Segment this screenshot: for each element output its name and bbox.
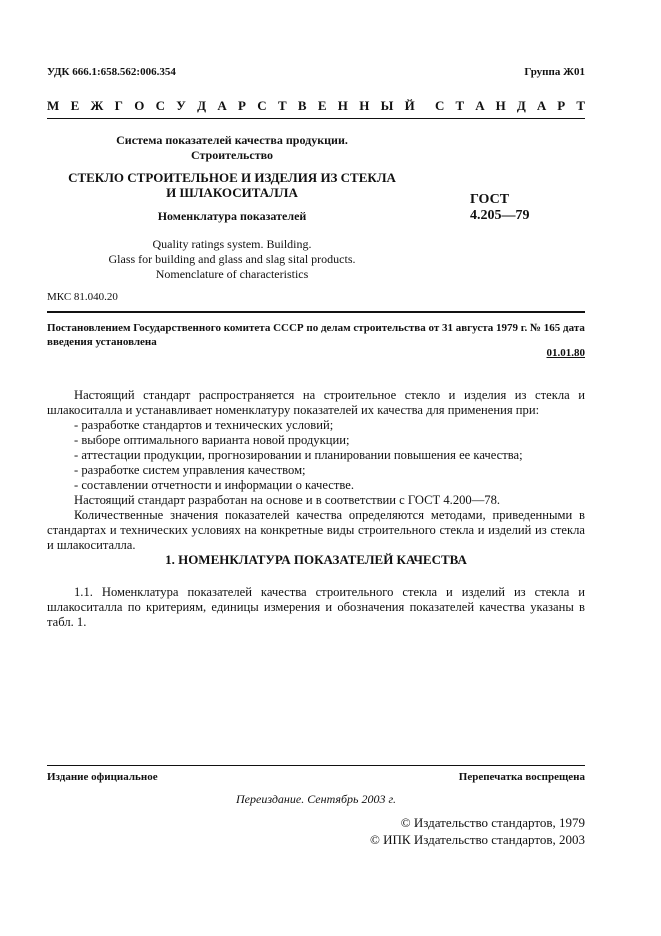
banner-letter: Р <box>557 98 566 113</box>
section-body <box>47 585 585 630</box>
main-title <box>47 170 417 200</box>
banner-letter: Е <box>317 98 327 113</box>
official-edition: Издание официальное <box>47 771 158 783</box>
system-title-line2: Строительство <box>190 148 274 162</box>
decree-text <box>47 321 585 349</box>
banner-letter: Д <box>516 98 526 113</box>
banner-letter: С <box>155 98 166 113</box>
gost-designation <box>470 192 530 224</box>
list-item: - выборе оптимального варианта новой продукции; <box>74 433 350 447</box>
copyright-line1: © Издательство стандартов, 1979 <box>400 815 585 830</box>
system-title-line1: Система показателей качества продукции. <box>116 133 348 147</box>
banner-letter: Й <box>404 98 415 113</box>
banner-letter: Ы <box>380 98 394 113</box>
mks-code: МКС 81.040.20 <box>47 291 118 303</box>
basis-paragraph: Настоящий стандарт разработан на основе и в соответствии с ГОСТ 4.200—78. <box>74 493 501 507</box>
group-code: Группа Ж01 <box>524 66 585 78</box>
list-item: - разработке систем управления качеством; <box>74 463 306 477</box>
banner-letter: Н <box>359 98 370 113</box>
list-item: - аттестации продукции, прогнозировании и планировании повышения ее качества; <box>74 448 523 462</box>
banner-letter: Ж <box>90 98 104 113</box>
intro-paragraph: Настоящий стандарт распространяется на строительное стекло и изделия из стекла и шлакоситалла и устанавливает номенклатуру показателей их качества для применения при: <box>47 388 585 417</box>
header-rule <box>47 118 585 119</box>
banner-letter: О <box>134 98 145 113</box>
banner-letter: Т <box>576 98 585 113</box>
english-title <box>47 237 417 282</box>
banner-letter: Н <box>495 98 506 113</box>
subtitle: Номенклатура показателей <box>157 209 307 223</box>
introduction-date: 01.01.80 <box>546 347 585 359</box>
banner-word-interstate <box>47 98 415 114</box>
banner-letter: С <box>257 98 267 113</box>
system-title <box>47 133 417 163</box>
copyright-block <box>285 814 585 848</box>
banner-letter: М <box>47 98 60 113</box>
gost-label: ГОСТ <box>470 192 510 207</box>
copyright-line2: © ИПК Издательство стандартов, 2003 <box>370 832 585 847</box>
title-rule <box>47 311 585 313</box>
banner-word-standard <box>435 98 585 114</box>
banner-letter: В <box>297 98 307 113</box>
list-item: - разработке стандартов и технических условий; <box>74 418 334 432</box>
banner-letter: А <box>217 98 227 113</box>
reissue-note: Переиздание. Сентябрь 2003 г. <box>236 792 396 806</box>
section-paragraph: 1.1. Номенклатура показателей качества строительного стекла и изделий из стекла и шлакоситалла по критериям, единицы измерения и обозначения показателей качества указаны в табл. 1. <box>47 585 585 629</box>
english-title-line3: Nomenclature of characteristics <box>155 267 309 281</box>
banner-letter: Т <box>455 98 465 113</box>
body-text <box>47 388 585 553</box>
banner-letter: Е <box>70 98 80 113</box>
decree-line1: Постановлением Государственного комитета СССР по делам строительства от 31 августа 1979 г. № 165 дата <box>47 322 585 334</box>
gost-number: 4.205—79 <box>470 208 530 223</box>
banner-letter: Т <box>277 98 287 113</box>
banner-letter: А <box>536 98 547 113</box>
udk-code: УДК 666.1:658.562:006.354 <box>47 66 176 78</box>
english-title-line2: Glass for building and glass and slag sital products. <box>108 252 356 266</box>
banner-letter: С <box>435 98 445 113</box>
decree-line2: введения установлена <box>47 336 157 348</box>
banner-letter: Д <box>197 98 207 113</box>
standard-banner <box>47 98 585 114</box>
english-title-line1: Quality ratings system. Building. <box>152 237 312 251</box>
banner-letter: У <box>176 98 186 113</box>
reprint-notice: Перепечатка воспрещена <box>458 771 585 783</box>
banner-letter: А <box>475 98 485 113</box>
banner-letter: Н <box>337 98 348 113</box>
section-heading: 1. НОМЕНКЛАТУРА ПОКАЗАТЕЛЕЙ КАЧЕСТВА <box>165 552 467 567</box>
main-title-line2: И ШЛАКОСИТАЛЛА <box>166 185 298 200</box>
main-title-line1: СТЕКЛО СТРОИТЕЛЬНОЕ И ИЗДЕЛИЯ ИЗ СТЕКЛА <box>68 170 396 185</box>
banner-letter: Р <box>238 98 246 113</box>
banner-letter: Г <box>114 98 123 113</box>
footer-rule <box>47 765 585 766</box>
methods-paragraph: Количественные значения показателей качества определяются методами, приведенными в стандартах и технических условиях на конкретные виды строительного стекла и изделий из стекла и шлакоситалла. <box>47 508 585 552</box>
application-list <box>47 418 585 493</box>
list-item: - составлении отчетности и информации о качестве. <box>74 478 354 492</box>
